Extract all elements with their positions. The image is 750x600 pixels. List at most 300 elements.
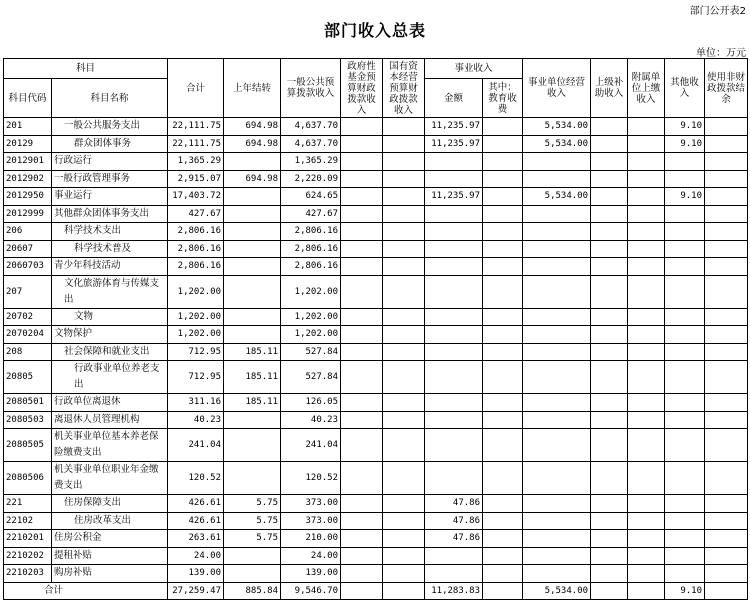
cell-state-capital[interactable] <box>383 223 425 241</box>
cell-gov-fund[interactable] <box>341 308 383 326</box>
cell-total[interactable]: 263.61 <box>168 530 224 548</box>
cell-balance[interactable] <box>705 462 748 495</box>
cell-subject-name[interactable]: 提租补贴 <box>52 547 168 565</box>
cell-general[interactable]: 4,637.70 <box>281 118 341 136</box>
cell-balance[interactable] <box>705 343 748 361</box>
cell-subject-code[interactable]: 2080503 <box>4 411 52 429</box>
cell-balance[interactable] <box>705 495 748 513</box>
cell-edu[interactable] <box>483 135 523 153</box>
total-cell-gov-fund[interactable] <box>341 582 383 600</box>
cell-gov-fund[interactable] <box>341 188 383 206</box>
cell-other[interactable]: 9.10 <box>665 135 705 153</box>
cell-carryover[interactable] <box>224 429 281 462</box>
cell-affiliated[interactable] <box>628 240 665 258</box>
cell-superior[interactable] <box>591 135 628 153</box>
cell-state-capital[interactable] <box>383 394 425 412</box>
cell-total[interactable]: 1,202.00 <box>168 275 224 308</box>
cell-superior[interactable] <box>591 308 628 326</box>
cell-subject-name[interactable]: 文物保护 <box>52 326 168 344</box>
cell-biz[interactable] <box>523 170 591 188</box>
cell-biz[interactable] <box>523 512 591 530</box>
cell-general[interactable]: 4,637.70 <box>281 135 341 153</box>
cell-subject-code[interactable]: 20129 <box>4 135 52 153</box>
cell-subject-code[interactable]: 2210202 <box>4 547 52 565</box>
cell-subject-code[interactable]: 206 <box>4 223 52 241</box>
cell-total[interactable]: 2,806.16 <box>168 223 224 241</box>
cell-subject-code[interactable]: 2080505 <box>4 429 52 462</box>
cell-subject-code[interactable]: 2012901 <box>4 153 52 171</box>
cell-superior[interactable] <box>591 275 628 308</box>
cell-edu[interactable] <box>483 429 523 462</box>
total-label[interactable]: 合计 <box>4 582 168 600</box>
cell-edu[interactable] <box>483 240 523 258</box>
cell-total[interactable]: 2,915.07 <box>168 170 224 188</box>
total-cell-balance[interactable] <box>705 582 748 600</box>
cell-balance[interactable] <box>705 411 748 429</box>
cell-superior[interactable] <box>591 411 628 429</box>
cell-balance[interactable] <box>705 223 748 241</box>
cell-total[interactable]: 426.61 <box>168 495 224 513</box>
cell-general[interactable]: 2,806.16 <box>281 258 341 276</box>
cell-total[interactable]: 1,202.00 <box>168 308 224 326</box>
cell-amount[interactable] <box>425 326 483 344</box>
cell-amount[interactable] <box>425 240 483 258</box>
cell-edu[interactable] <box>483 223 523 241</box>
cell-edu[interactable] <box>483 205 523 223</box>
cell-biz[interactable] <box>523 343 591 361</box>
cell-edu[interactable] <box>483 188 523 206</box>
cell-edu[interactable] <box>483 530 523 548</box>
cell-amount[interactable]: 11,235.97 <box>425 188 483 206</box>
cell-state-capital[interactable] <box>383 326 425 344</box>
cell-other[interactable] <box>665 495 705 513</box>
cell-amount[interactable] <box>425 275 483 308</box>
cell-amount[interactable] <box>425 411 483 429</box>
cell-biz[interactable] <box>523 429 591 462</box>
cell-biz[interactable]: 5,534.00 <box>523 135 591 153</box>
cell-state-capital[interactable] <box>383 495 425 513</box>
cell-state-capital[interactable] <box>383 512 425 530</box>
cell-superior[interactable] <box>591 205 628 223</box>
cell-amount[interactable] <box>425 223 483 241</box>
cell-state-capital[interactable] <box>383 429 425 462</box>
cell-edu[interactable] <box>483 495 523 513</box>
cell-state-capital[interactable] <box>383 205 425 223</box>
cell-carryover[interactable]: 694.98 <box>224 170 281 188</box>
cell-carryover[interactable] <box>224 223 281 241</box>
cell-subject-name[interactable]: 购房补贴 <box>52 565 168 583</box>
cell-subject-code[interactable]: 221 <box>4 495 52 513</box>
cell-superior[interactable] <box>591 530 628 548</box>
cell-biz[interactable]: 5,534.00 <box>523 188 591 206</box>
cell-subject-code[interactable]: 22102 <box>4 512 52 530</box>
cell-general[interactable]: 40.23 <box>281 411 341 429</box>
cell-balance[interactable] <box>705 547 748 565</box>
cell-affiliated[interactable] <box>628 512 665 530</box>
cell-amount[interactable] <box>425 308 483 326</box>
cell-gov-fund[interactable] <box>341 462 383 495</box>
cell-subject-name[interactable]: 机关事业单位职业年金缴费支出 <box>52 462 168 495</box>
cell-other[interactable] <box>665 411 705 429</box>
cell-subject-name[interactable]: 一般行政管理事务 <box>52 170 168 188</box>
cell-carryover[interactable] <box>224 308 281 326</box>
cell-total[interactable]: 1,202.00 <box>168 326 224 344</box>
cell-carryover[interactable]: 185.11 <box>224 343 281 361</box>
cell-carryover[interactable] <box>224 205 281 223</box>
cell-gov-fund[interactable] <box>341 361 383 394</box>
cell-gov-fund[interactable] <box>341 547 383 565</box>
cell-total[interactable]: 427.67 <box>168 205 224 223</box>
cell-carryover[interactable]: 185.11 <box>224 361 281 394</box>
cell-balance[interactable] <box>705 205 748 223</box>
cell-gov-fund[interactable] <box>341 223 383 241</box>
cell-subject-code[interactable]: 2012999 <box>4 205 52 223</box>
total-cell-affiliated[interactable] <box>628 582 665 600</box>
cell-subject-name[interactable]: 科学技术普及 <box>52 240 168 258</box>
cell-subject-code[interactable]: 20805 <box>4 361 52 394</box>
cell-total[interactable]: 426.61 <box>168 512 224 530</box>
cell-balance[interactable] <box>705 135 748 153</box>
cell-state-capital[interactable] <box>383 188 425 206</box>
cell-state-capital[interactable] <box>383 135 425 153</box>
cell-carryover[interactable]: 5.75 <box>224 512 281 530</box>
cell-other[interactable] <box>665 326 705 344</box>
cell-edu[interactable] <box>483 394 523 412</box>
cell-affiliated[interactable] <box>628 565 665 583</box>
cell-subject-name[interactable]: 住房保障支出 <box>52 495 168 513</box>
cell-subject-code[interactable]: 2012950 <box>4 188 52 206</box>
cell-general[interactable]: 373.00 <box>281 495 341 513</box>
cell-subject-name[interactable]: 机关事业单位基本养老保险缴费支出 <box>52 429 168 462</box>
cell-gov-fund[interactable] <box>341 170 383 188</box>
cell-gov-fund[interactable] <box>341 411 383 429</box>
cell-gov-fund[interactable] <box>341 530 383 548</box>
cell-biz[interactable] <box>523 223 591 241</box>
cell-superior[interactable] <box>591 343 628 361</box>
cell-gov-fund[interactable] <box>341 258 383 276</box>
cell-balance[interactable] <box>705 512 748 530</box>
cell-amount[interactable] <box>425 462 483 495</box>
cell-balance[interactable] <box>705 429 748 462</box>
cell-carryover[interactable] <box>224 240 281 258</box>
cell-gov-fund[interactable] <box>341 565 383 583</box>
cell-other[interactable]: 9.10 <box>665 118 705 136</box>
cell-general[interactable]: 2,806.16 <box>281 223 341 241</box>
cell-edu[interactable] <box>483 258 523 276</box>
cell-carryover[interactable] <box>224 326 281 344</box>
cell-edu[interactable] <box>483 153 523 171</box>
cell-total[interactable]: 22,111.75 <box>168 118 224 136</box>
cell-total[interactable]: 1,365.29 <box>168 153 224 171</box>
cell-amount[interactable] <box>425 343 483 361</box>
cell-state-capital[interactable] <box>383 170 425 188</box>
cell-general[interactable]: 373.00 <box>281 512 341 530</box>
cell-biz[interactable] <box>523 205 591 223</box>
cell-biz[interactable] <box>523 547 591 565</box>
cell-other[interactable] <box>665 343 705 361</box>
cell-gov-fund[interactable] <box>341 153 383 171</box>
cell-superior[interactable] <box>591 429 628 462</box>
cell-edu[interactable] <box>483 308 523 326</box>
cell-affiliated[interactable] <box>628 343 665 361</box>
cell-biz[interactable] <box>523 462 591 495</box>
cell-general[interactable]: 1,202.00 <box>281 275 341 308</box>
cell-carryover[interactable]: 694.98 <box>224 118 281 136</box>
cell-superior[interactable] <box>591 170 628 188</box>
cell-edu[interactable] <box>483 411 523 429</box>
cell-superior[interactable] <box>591 394 628 412</box>
cell-biz[interactable] <box>523 326 591 344</box>
cell-subject-code[interactable]: 2012902 <box>4 170 52 188</box>
cell-gov-fund[interactable] <box>341 118 383 136</box>
cell-edu[interactable] <box>483 343 523 361</box>
cell-affiliated[interactable] <box>628 429 665 462</box>
total-cell-carryover[interactable]: 885.84 <box>224 582 281 600</box>
cell-subject-name[interactable]: 群众团体事务 <box>52 135 168 153</box>
cell-state-capital[interactable] <box>383 118 425 136</box>
cell-balance[interactable] <box>705 326 748 344</box>
cell-total[interactable]: 139.00 <box>168 565 224 583</box>
total-cell-state-capital[interactable] <box>383 582 425 600</box>
cell-state-capital[interactable] <box>383 547 425 565</box>
cell-other[interactable] <box>665 240 705 258</box>
cell-biz[interactable] <box>523 153 591 171</box>
cell-superior[interactable] <box>591 188 628 206</box>
cell-carryover[interactable] <box>224 258 281 276</box>
cell-superior[interactable] <box>591 565 628 583</box>
cell-gov-fund[interactable] <box>341 205 383 223</box>
cell-biz[interactable] <box>523 411 591 429</box>
cell-amount[interactable]: 47.86 <box>425 512 483 530</box>
cell-subject-name[interactable]: 其他群众团体事务支出 <box>52 205 168 223</box>
cell-total[interactable]: 311.16 <box>168 394 224 412</box>
cell-carryover[interactable]: 185.11 <box>224 394 281 412</box>
cell-subject-code[interactable]: 2080501 <box>4 394 52 412</box>
cell-affiliated[interactable] <box>628 258 665 276</box>
cell-other[interactable] <box>665 205 705 223</box>
cell-general[interactable]: 120.52 <box>281 462 341 495</box>
cell-superior[interactable] <box>591 512 628 530</box>
cell-balance[interactable] <box>705 275 748 308</box>
cell-gov-fund[interactable] <box>341 429 383 462</box>
cell-balance[interactable] <box>705 394 748 412</box>
cell-amount[interactable] <box>425 153 483 171</box>
cell-other[interactable] <box>665 565 705 583</box>
cell-subject-code[interactable]: 2060703 <box>4 258 52 276</box>
cell-biz[interactable] <box>523 530 591 548</box>
cell-edu[interactable] <box>483 275 523 308</box>
cell-carryover[interactable] <box>224 565 281 583</box>
cell-superior[interactable] <box>591 326 628 344</box>
cell-carryover[interactable]: 694.98 <box>224 135 281 153</box>
cell-gov-fund[interactable] <box>341 394 383 412</box>
cell-affiliated[interactable] <box>628 118 665 136</box>
cell-other[interactable] <box>665 462 705 495</box>
cell-biz[interactable] <box>523 394 591 412</box>
cell-general[interactable]: 624.65 <box>281 188 341 206</box>
cell-gov-fund[interactable] <box>341 495 383 513</box>
cell-subject-name[interactable]: 住房公积金 <box>52 530 168 548</box>
cell-biz[interactable] <box>523 275 591 308</box>
cell-amount[interactable] <box>425 361 483 394</box>
cell-amount[interactable] <box>425 565 483 583</box>
cell-carryover[interactable]: 5.75 <box>224 530 281 548</box>
cell-biz[interactable] <box>523 565 591 583</box>
cell-affiliated[interactable] <box>628 188 665 206</box>
total-cell-other[interactable]: 9.10 <box>665 582 705 600</box>
cell-superior[interactable] <box>591 547 628 565</box>
cell-other[interactable] <box>665 547 705 565</box>
cell-total[interactable]: 712.95 <box>168 361 224 394</box>
cell-biz[interactable] <box>523 240 591 258</box>
cell-balance[interactable] <box>705 118 748 136</box>
cell-affiliated[interactable] <box>628 547 665 565</box>
cell-subject-name[interactable]: 社会保障和就业支出 <box>52 343 168 361</box>
cell-affiliated[interactable] <box>628 135 665 153</box>
cell-affiliated[interactable] <box>628 361 665 394</box>
cell-general[interactable]: 1,202.00 <box>281 326 341 344</box>
cell-superior[interactable] <box>591 495 628 513</box>
cell-edu[interactable] <box>483 170 523 188</box>
cell-general[interactable]: 241.04 <box>281 429 341 462</box>
cell-general[interactable]: 2,806.16 <box>281 240 341 258</box>
cell-general[interactable]: 139.00 <box>281 565 341 583</box>
cell-amount[interactable]: 11,235.97 <box>425 118 483 136</box>
cell-state-capital[interactable] <box>383 258 425 276</box>
cell-total[interactable]: 241.04 <box>168 429 224 462</box>
cell-subject-name[interactable]: 一般公共服务支出 <box>52 118 168 136</box>
cell-total[interactable]: 22,111.75 <box>168 135 224 153</box>
cell-subject-name[interactable]: 离退休人员管理机构 <box>52 411 168 429</box>
cell-balance[interactable] <box>705 361 748 394</box>
cell-other[interactable] <box>665 530 705 548</box>
cell-total[interactable]: 2,806.16 <box>168 258 224 276</box>
cell-edu[interactable] <box>483 547 523 565</box>
cell-carryover[interactable] <box>224 462 281 495</box>
cell-affiliated[interactable] <box>628 170 665 188</box>
cell-gov-fund[interactable] <box>341 343 383 361</box>
cell-affiliated[interactable] <box>628 394 665 412</box>
cell-carryover[interactable] <box>224 547 281 565</box>
cell-affiliated[interactable] <box>628 462 665 495</box>
cell-state-capital[interactable] <box>383 275 425 308</box>
cell-other[interactable] <box>665 394 705 412</box>
cell-balance[interactable] <box>705 170 748 188</box>
cell-other[interactable] <box>665 429 705 462</box>
cell-other[interactable] <box>665 170 705 188</box>
cell-affiliated[interactable] <box>628 411 665 429</box>
cell-biz[interactable] <box>523 495 591 513</box>
cell-gov-fund[interactable] <box>341 135 383 153</box>
cell-state-capital[interactable] <box>383 411 425 429</box>
cell-total[interactable]: 17,403.72 <box>168 188 224 206</box>
cell-biz[interactable]: 5,534.00 <box>523 118 591 136</box>
cell-biz[interactable] <box>523 361 591 394</box>
cell-subject-code[interactable]: 2080506 <box>4 462 52 495</box>
cell-biz[interactable] <box>523 258 591 276</box>
cell-state-capital[interactable] <box>383 565 425 583</box>
cell-carryover[interactable] <box>224 153 281 171</box>
cell-other[interactable]: 9.10 <box>665 188 705 206</box>
cell-affiliated[interactable] <box>628 495 665 513</box>
cell-superior[interactable] <box>591 258 628 276</box>
cell-other[interactable] <box>665 512 705 530</box>
cell-balance[interactable] <box>705 240 748 258</box>
cell-edu[interactable] <box>483 565 523 583</box>
cell-general[interactable]: 210.00 <box>281 530 341 548</box>
cell-other[interactable] <box>665 223 705 241</box>
cell-general[interactable]: 527.84 <box>281 361 341 394</box>
cell-total[interactable]: 24.00 <box>168 547 224 565</box>
cell-other[interactable] <box>665 361 705 394</box>
cell-amount[interactable] <box>425 205 483 223</box>
cell-superior[interactable] <box>591 240 628 258</box>
cell-amount[interactable] <box>425 394 483 412</box>
cell-carryover[interactable]: 5.75 <box>224 495 281 513</box>
cell-superior[interactable] <box>591 361 628 394</box>
cell-subject-name[interactable]: 文物 <box>52 308 168 326</box>
cell-total[interactable]: 712.95 <box>168 343 224 361</box>
cell-amount[interactable] <box>425 547 483 565</box>
cell-state-capital[interactable] <box>383 530 425 548</box>
cell-general[interactable]: 527.84 <box>281 343 341 361</box>
cell-carryover[interactable] <box>224 275 281 308</box>
cell-affiliated[interactable] <box>628 275 665 308</box>
cell-gov-fund[interactable] <box>341 275 383 308</box>
cell-affiliated[interactable] <box>628 308 665 326</box>
cell-subject-name[interactable]: 行政单位离退休 <box>52 394 168 412</box>
cell-carryover[interactable] <box>224 411 281 429</box>
cell-total[interactable]: 2,806.16 <box>168 240 224 258</box>
cell-balance[interactable] <box>705 565 748 583</box>
cell-balance[interactable] <box>705 308 748 326</box>
cell-subject-name[interactable]: 行政事业单位养老支出 <box>52 361 168 394</box>
cell-total[interactable]: 40.23 <box>168 411 224 429</box>
cell-state-capital[interactable] <box>383 361 425 394</box>
cell-amount[interactable] <box>425 170 483 188</box>
cell-affiliated[interactable] <box>628 326 665 344</box>
cell-state-capital[interactable] <box>383 308 425 326</box>
cell-edu[interactable] <box>483 118 523 136</box>
cell-subject-code[interactable]: 2210201 <box>4 530 52 548</box>
cell-amount[interactable] <box>425 258 483 276</box>
cell-amount[interactable]: 11,235.97 <box>425 135 483 153</box>
cell-state-capital[interactable] <box>383 153 425 171</box>
cell-balance[interactable] <box>705 188 748 206</box>
cell-gov-fund[interactable] <box>341 326 383 344</box>
cell-carryover[interactable] <box>224 188 281 206</box>
cell-general[interactable]: 2,220.09 <box>281 170 341 188</box>
cell-superior[interactable] <box>591 223 628 241</box>
cell-superior[interactable] <box>591 462 628 495</box>
cell-gov-fund[interactable] <box>341 240 383 258</box>
cell-other[interactable] <box>665 275 705 308</box>
cell-general[interactable]: 427.67 <box>281 205 341 223</box>
cell-general[interactable]: 1,365.29 <box>281 153 341 171</box>
cell-other[interactable] <box>665 308 705 326</box>
cell-subject-code[interactable]: 2210203 <box>4 565 52 583</box>
total-cell-edu[interactable] <box>483 582 523 600</box>
cell-amount[interactable]: 47.86 <box>425 530 483 548</box>
cell-other[interactable] <box>665 258 705 276</box>
cell-edu[interactable] <box>483 512 523 530</box>
cell-state-capital[interactable] <box>383 462 425 495</box>
cell-subject-code[interactable]: 208 <box>4 343 52 361</box>
cell-biz[interactable] <box>523 308 591 326</box>
cell-other[interactable] <box>665 153 705 171</box>
total-cell-superior[interactable] <box>591 582 628 600</box>
cell-subject-code[interactable]: 20702 <box>4 308 52 326</box>
